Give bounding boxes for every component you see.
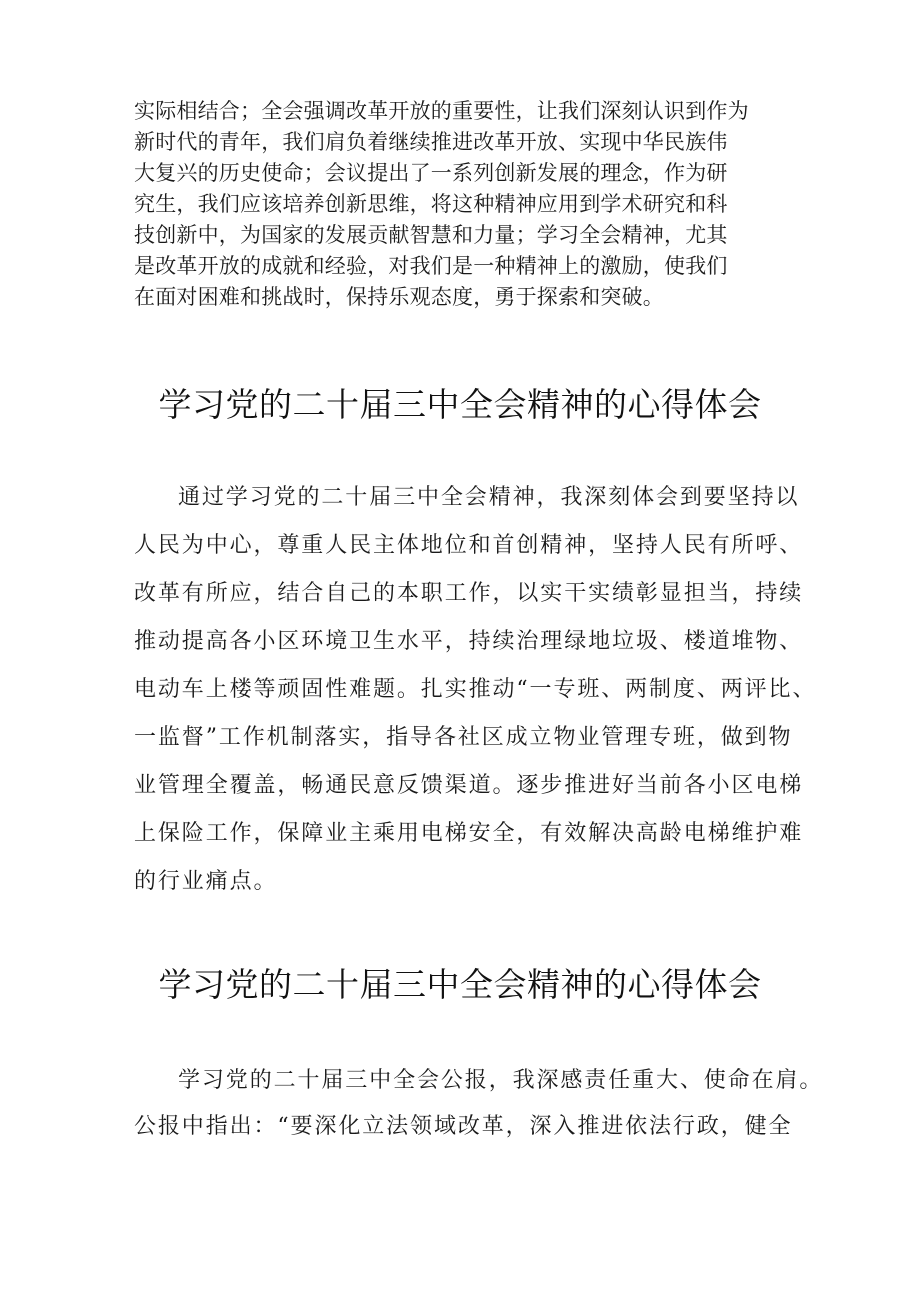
- paragraph-line: 在面对困难和挑战时，保持乐观态度，勇于探索和突破。: [134, 285, 664, 309]
- section-heading: 学习党的二十届三中全会精神的心得体会: [158, 965, 762, 1004]
- paragraph-line: 大复兴的历史使命；会议提出了一系列创新发展的理念，作为研: [134, 161, 728, 185]
- paragraph-line: 人民为中心，尊重人民主体地位和首创精神，坚持人民有所呼、: [134, 533, 804, 558]
- paragraph-line: 是改革开放的成就和经验，对我们是一种精神上的激励，使我们: [134, 254, 728, 278]
- paragraph-line: 一监督”工作机制落实，指导各社区成立物业管理专班，做到物: [134, 725, 793, 750]
- paragraph-line: 究生，我们应该培养创新思维，将这种精神应用到学术研究和科: [134, 192, 728, 216]
- paragraph-line: 电动车上楼等顽固性难题。扎实推动“一专班、两制度、两评比、: [134, 677, 817, 702]
- paragraph-line: 学习党的二十届三中全会公报，我深感责任重大、使命在肩。: [178, 1068, 824, 1093]
- paragraph-line: 业管理全覆盖，畅通民意反馈渠道。逐步推进好当前各小区电梯: [134, 773, 804, 798]
- section-heading: 学习党的二十届三中全会精神的心得体会: [158, 385, 762, 424]
- paragraph-line: 通过学习党的二十届三中全会精神，我深刻体会到要坚持以: [178, 485, 800, 510]
- paragraph-line: 改革有所应，结合自己的本职工作，以实干实绩彰显担当，持续: [134, 581, 804, 606]
- paragraph-line: 实际相结合；全会强调改革开放的重要性，让我们深刻认识到作为: [134, 99, 749, 123]
- paragraph-line: 新时代的青年，我们肩负着继续推进改革开放、实现中华民族伟: [134, 130, 728, 154]
- paragraph-line: 推动提高各小区环境卫生水平，持续治理绿地垃圾、楼道堆物、: [134, 629, 804, 654]
- paragraph-line: 的行业痛点。: [134, 869, 278, 894]
- paragraph-line: 上保险工作，保障业主乘用电梯安全，有效解决高龄电梯维护难: [134, 821, 804, 846]
- paragraph-line: 公报中指出：“要深化立法领域改革，深入推进依法行政，健全: [134, 1114, 793, 1139]
- paragraph-line: 技创新中，为国家的发展贡献智慧和力量；学习全会精神，尤其: [134, 223, 728, 247]
